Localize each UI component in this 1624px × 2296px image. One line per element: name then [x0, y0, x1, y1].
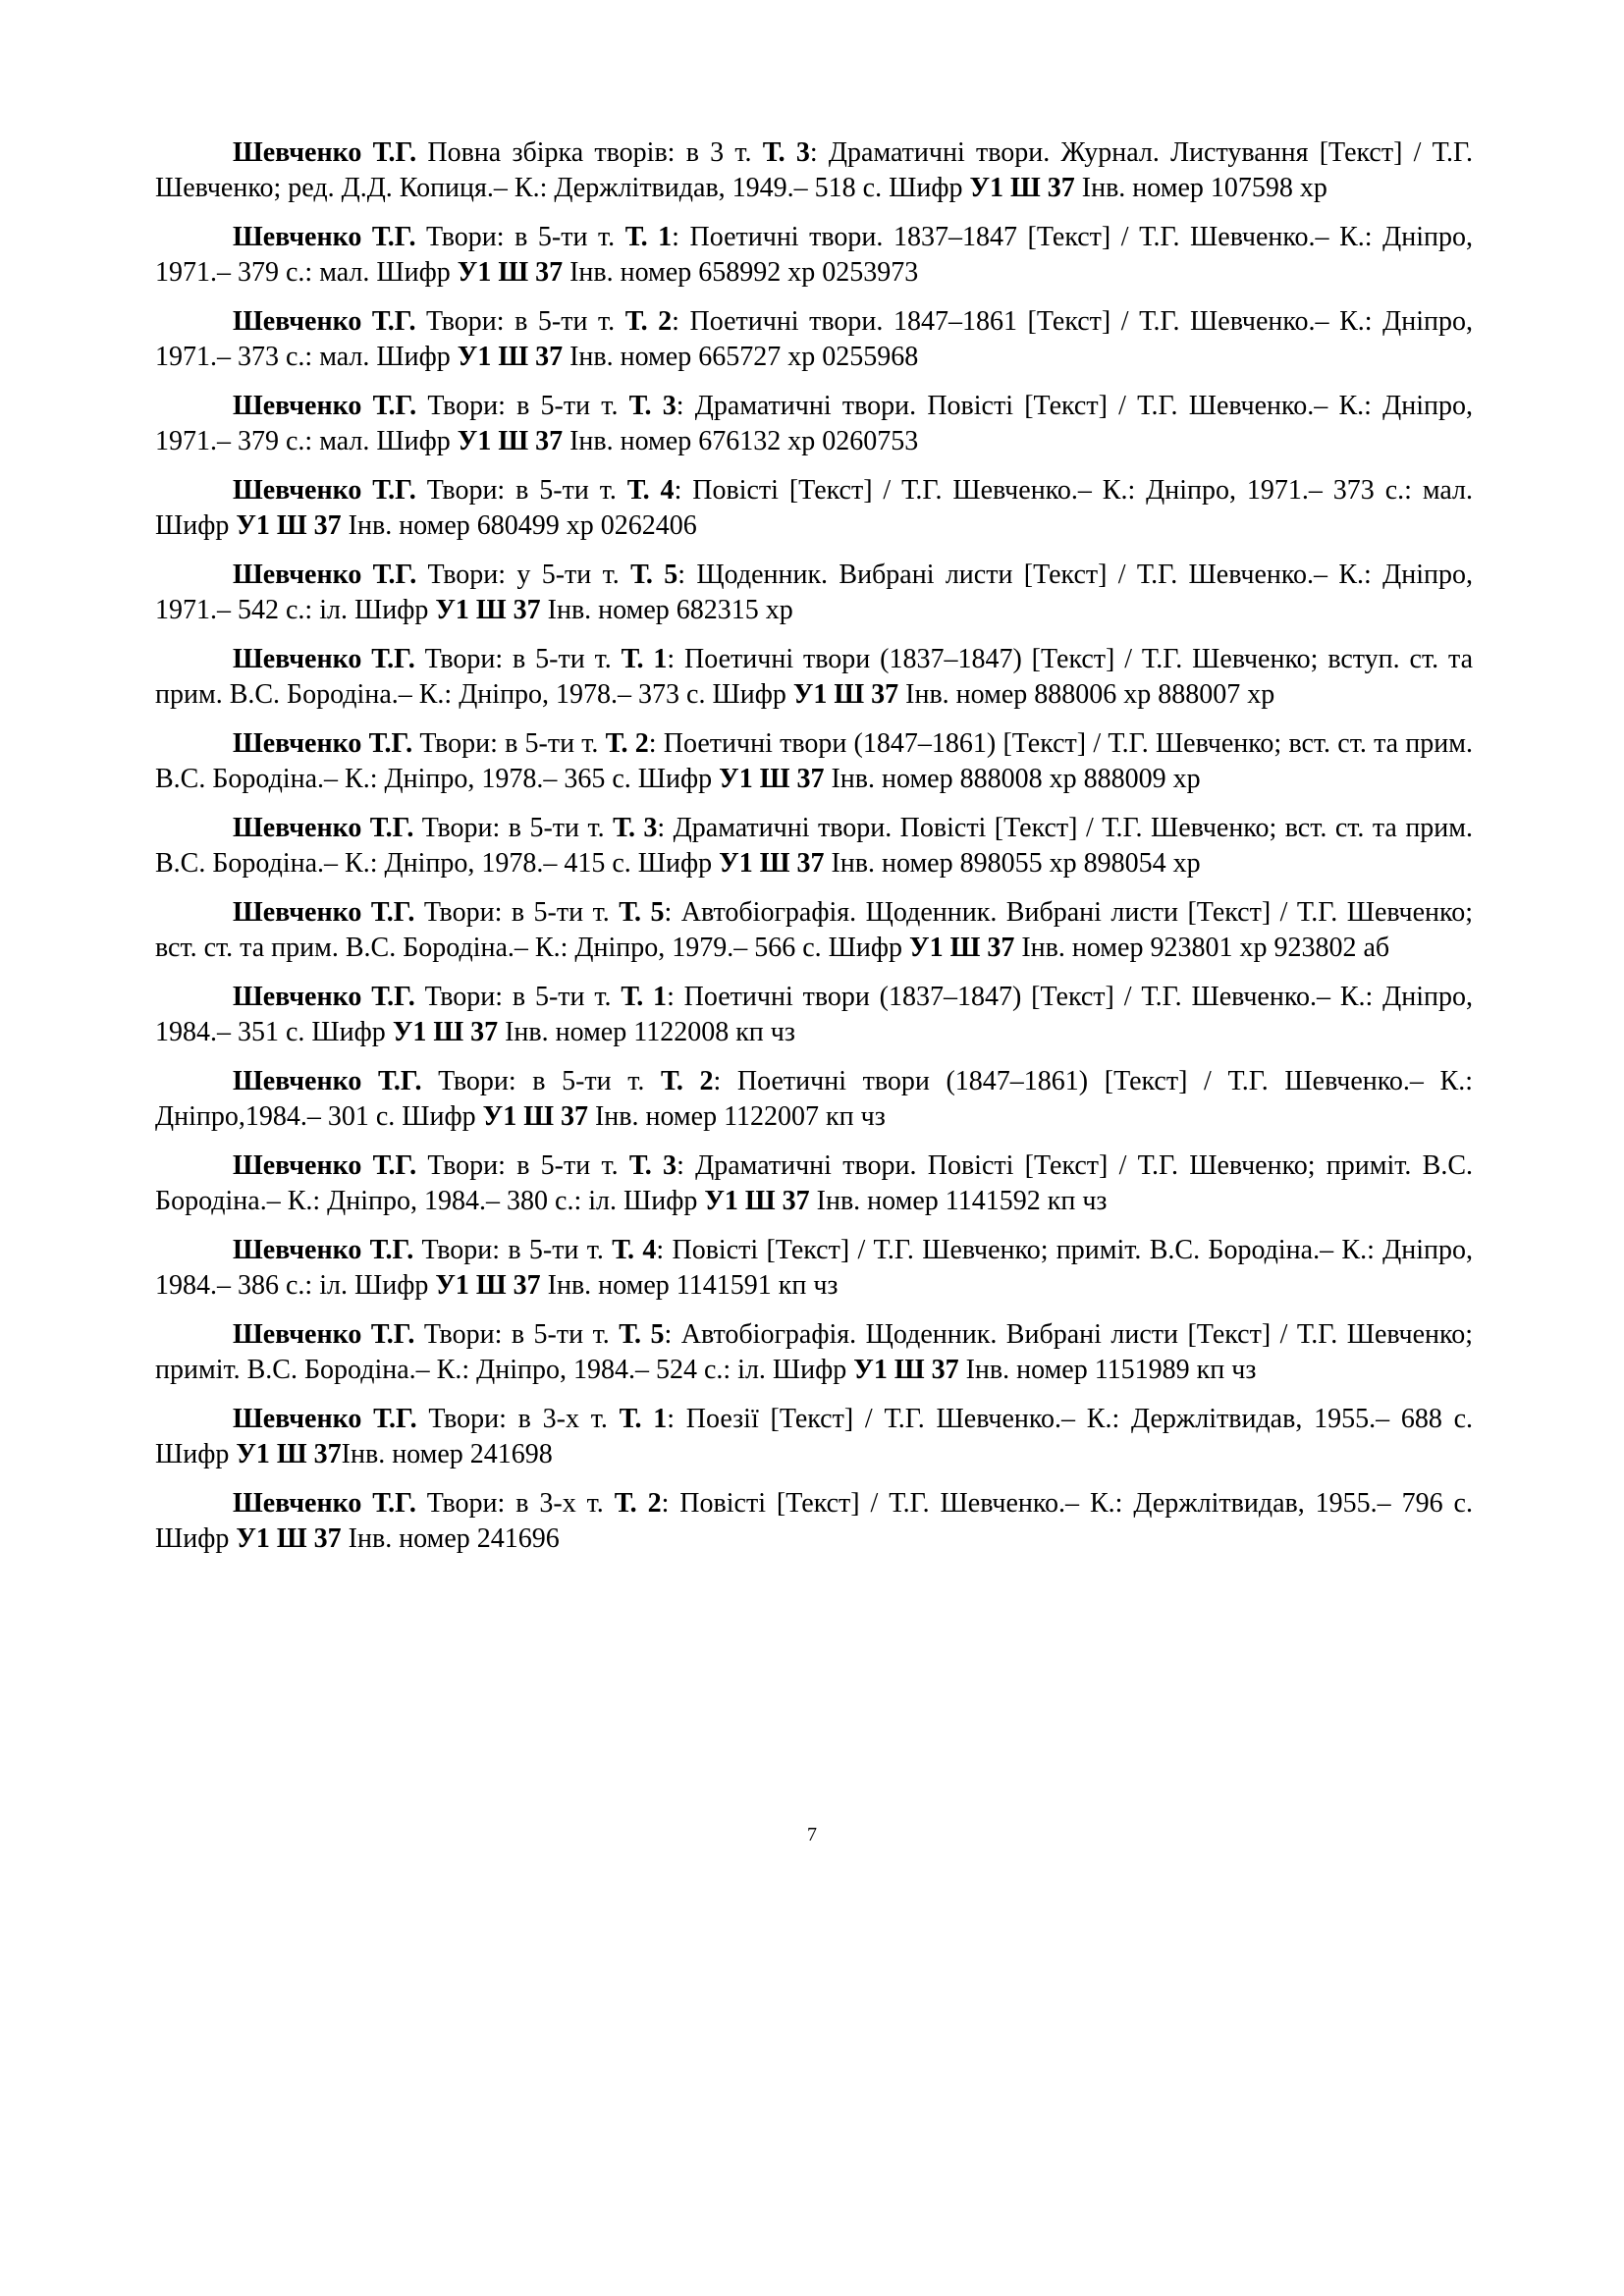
entry-text: Інв. номер 923801 хр 923802 аб — [1014, 933, 1390, 963]
bibliography-entry — [155, 1317, 1473, 1388]
bibliography-entry — [155, 895, 1473, 966]
entry-text: Твори: в 5-ти т. — [421, 1066, 662, 1096]
entry-text: Інв. номер 665727 хр 0255968 — [563, 342, 919, 372]
bold-text: У1 Ш 37 — [236, 510, 342, 541]
bold-text: Т. 4 — [612, 1235, 657, 1265]
entry-text: Твори: в 5-ти т. — [415, 475, 627, 506]
bold-text: Шевченко Т.Г. — [233, 1404, 417, 1434]
bold-text: Шевченко Т.Г. — [233, 1066, 422, 1096]
entry-text: Твори: в 3-х т. — [416, 1404, 620, 1434]
bold-text: Шевченко Т.Г. — [233, 391, 417, 421]
entry-text: Інв. номер 1122008 кп чз — [498, 1017, 795, 1047]
bibliography-entry — [155, 220, 1473, 291]
bold-text: Т. 3 — [628, 1150, 677, 1181]
bold-text: Шевченко Т.Г. — [233, 644, 415, 674]
bold-text: Т. 3 — [613, 813, 658, 843]
bold-text: У1 Ш 37 — [792, 679, 899, 710]
bold-text: У1 Ш 37 — [236, 1523, 342, 1554]
entry-text: : Поетичні твори (1837–1847) [Текст] / Т.Г. Шевченко; вступ. ст. та прим. В.С. Бородіна.– К.: Дніпро, 1978.– 373 с. Шифр — [155, 644, 1473, 710]
bold-text: Шевченко Т.Г. — [233, 897, 415, 928]
entry-text: Твори: в 5-ти т. — [412, 728, 606, 759]
bold-text: У1 Ш 37 — [909, 933, 1015, 963]
bibliography-entry — [155, 642, 1473, 713]
entry-text: Інв. номер 1141591 кп чз — [540, 1270, 839, 1301]
bold-text: Шевченко Т.Г. — [233, 306, 416, 337]
entry-text: Інв. номер 888006 хр 888007 хр — [898, 679, 1275, 710]
bold-text: Т. 2 — [614, 1488, 662, 1519]
bold-text: У1 Ш 37 — [457, 257, 564, 288]
entry-text: : Повісті [Текст] / Т.Г. Шевченко.– К.: Дніпро, 1971.– 373 с.: мал. Шифр — [155, 475, 1474, 541]
entry-text: Твори: в 5-ти т. — [414, 982, 622, 1012]
bold-text: У1 Ш 37 — [392, 1017, 499, 1047]
entry-text: Твори: в 5-ти т. — [414, 897, 620, 928]
entry-text: Твори: в 5-ти т. — [413, 813, 614, 843]
entry-text: Інв. номер 241696 — [341, 1523, 560, 1554]
bold-text: Шевченко Т.Г. — [233, 137, 417, 168]
bold-text: Т. 5 — [619, 1319, 665, 1350]
entry-text: Інв. номер 1141592 кп чз — [809, 1186, 1108, 1216]
entry-text: Твори: у 5-ти т. — [416, 560, 631, 590]
entry-text: : Поетичні твори (1847–1861) [Текст] / Т.Г. Шевченко.– К.: Дніпро,1984.– 301 с. Шифр — [155, 1066, 1473, 1132]
bold-text: Шевченко Т.Г. — [233, 1235, 414, 1265]
bibliography-entry — [155, 473, 1473, 544]
bold-text: У1 Ш 37 — [435, 595, 541, 625]
entry-text: : Щоденник. Вибрані листи [Текст] / Т.Г. Шевченко.– К.: Дніпро, 1971.– 542 с.: іл. Шифр — [155, 560, 1474, 625]
entry-text: : Автобіографія. Щоденник. Вибрані листи [Текст] / Т.Г. Шевченко; приміт. В.С. Бородіна.– К.: Дніпро, 1984.– 524 с.: іл. Шифр — [155, 1319, 1473, 1385]
bold-text: У1 Ш 37 — [719, 764, 825, 794]
entry-text: Твори: в 5-ти т. — [415, 222, 625, 252]
entry-text: Інв. номер 241698 — [341, 1439, 553, 1469]
entry-text: : Повісті [Текст] / Т.Г. Шевченко.– К.: Держлітвидав, 1955.– 796 с. Шифр — [155, 1488, 1473, 1554]
entry-text: Інв. номер 680499 хр 0262406 — [341, 510, 697, 541]
bibliography-list — [155, 135, 1473, 1571]
entry-text: Інв. номер 1122007 кп чз — [587, 1101, 886, 1132]
bold-text: У1 Ш 37 — [853, 1355, 959, 1385]
bold-text: У1 Ш 37 — [482, 1101, 588, 1132]
bibliography-entry — [155, 304, 1473, 375]
entry-text: Твори: в 3-х т. — [415, 1488, 615, 1519]
bold-text: Т. 2 — [624, 306, 673, 337]
entry-text: Інв. номер 107598 хр — [1074, 173, 1327, 203]
entry-text: Інв. номер 888008 хр 888009 хр — [824, 764, 1201, 794]
entry-text: Інв. номер 658992 хр 0253973 — [563, 257, 919, 288]
bold-text: Т. 5 — [619, 897, 665, 928]
bold-text: У1 Ш 37 — [236, 1439, 342, 1469]
bold-text: Шевченко Т.Г. — [233, 560, 417, 590]
bibliography-entry — [155, 980, 1473, 1050]
entry-text: : Драматичні твори. Повісті [Текст] / Т.Г. Шевченко.– К.: Дніпро, 1971.– 379 с.: мал. Шифр — [155, 391, 1473, 456]
bold-text: У1 Ш 37 — [704, 1186, 810, 1216]
bibliography-entry — [155, 1486, 1473, 1557]
bibliography-entry — [155, 1233, 1473, 1304]
bold-text: Шевченко Т.Г. — [233, 1488, 416, 1519]
bold-text: Шевченко Т.Г. — [233, 728, 413, 759]
entry-text: : Поетичні твори (1847–1861) [Текст] / Т.Г. Шевченко; вст. ст. та прим. В.С. Бородіна.– К.: Дніпро, 1978.– 365 с. Шифр — [155, 728, 1473, 794]
bibliography-entry — [155, 811, 1473, 881]
bold-text: Шевченко Т.Г. — [233, 222, 416, 252]
entry-text: : Драматичні твори. Повісті [Текст] / Т.Г. Шевченко; приміт. В.С. Бородіна.– К.: Дніпро, 1984.– 380 с.: іл. Шифр — [155, 1150, 1474, 1216]
bold-text: Т. 2 — [605, 728, 649, 759]
bold-text: Т. 1 — [621, 982, 668, 1012]
entry-text: Інв. номер 676132 хр 0260753 — [563, 426, 919, 456]
entry-text: : Драматичні твори. Журнал. Листування [Текст] / Т.Г. Шевченко; ред. Д.Д. Копиця.– К.: Держлітвидав, 1949.– 518 с. Шифр — [155, 137, 1474, 203]
entry-text: : Поетичні твори. 1847–1861 [Текст] / Т.Г. Шевченко.– К.: Дніпро, 1971.– 373 с.: мал. Шифр — [155, 306, 1474, 372]
bold-text: Т. 4 — [626, 475, 675, 506]
bibliography-entry — [155, 558, 1473, 628]
bold-text: Т. 1 — [624, 222, 673, 252]
bold-text: Шевченко Т.Г. — [233, 1319, 415, 1350]
bold-text: У1 Ш 37 — [457, 426, 564, 456]
bold-text: У1 Ш 37 — [435, 1270, 541, 1301]
entry-text: Інв. номер 1151989 кп чз — [958, 1355, 1257, 1385]
entry-text: : Поетичні твори. 1837–1847 [Текст] / Т.Г. Шевченко.– К.: Дніпро, 1971.– 379 с.: мал. Шифр — [155, 222, 1474, 288]
bibliography-entry — [155, 1148, 1473, 1219]
bold-text: Т. 3 — [762, 137, 810, 168]
bold-text: У1 Ш 37 — [457, 342, 564, 372]
entry-text: Твори: в 5-ти т. — [413, 1235, 613, 1265]
entry-text: Інв. номер 682315 хр — [540, 595, 793, 625]
bold-text: Т. 1 — [619, 1404, 668, 1434]
bibliography-entry — [155, 726, 1473, 797]
entry-text: : Повісті [Текст] / Т.Г. Шевченко; приміт. В.С. Бородіна.– К.: Дніпро, 1984.– 386 с.: іл. Шифр — [155, 1235, 1474, 1301]
entry-text: Інв. номер 898055 хр 898054 хр — [824, 848, 1201, 879]
entry-text: Твори: в 5-ти т. — [416, 391, 629, 421]
page-number: 7 — [807, 1824, 817, 1845]
entry-text: Повна збірка творів: в 3 т. — [416, 137, 763, 168]
bold-text: Т. 2 — [661, 1066, 714, 1096]
bibliography-entry — [155, 135, 1473, 206]
bold-text: Т. 1 — [621, 644, 668, 674]
entry-text: : Поезії [Текст] / Т.Г. Шевченко.– К.: Держлітвидав, 1955.– 688 с. Шифр — [155, 1404, 1474, 1469]
bibliography-entry — [155, 1402, 1473, 1472]
entry-text: Твори: в 5-ти т. — [414, 1319, 620, 1350]
entry-text: : Поетичні твори (1837–1847) [Текст] / Т.Г. Шевченко.– К.: Дніпро, 1984.– 351 с. Шифр — [155, 982, 1473, 1047]
bold-text: Т. 5 — [630, 560, 678, 590]
bold-text: Шевченко Т.Г. — [233, 1150, 417, 1181]
bold-text: Шевченко Т.Г. — [233, 982, 415, 1012]
bold-text: У1 Ш 37 — [719, 848, 825, 879]
entry-text: Твори: в 5-ти т. — [415, 306, 625, 337]
entry-text: : Драматичні твори. Повісті [Текст] / Т.Г. Шевченко; вст. ст. та прим. В.С. Бородіна.– К.: Дніпро, 1978.– 415 с. Шифр — [155, 813, 1474, 879]
entry-text: Твори: в 5-ти т. — [416, 1150, 629, 1181]
bibliography-entry — [155, 1064, 1473, 1135]
bold-text: Т. 3 — [628, 391, 677, 421]
bold-text: Шевченко Т.Г. — [233, 813, 414, 843]
bold-text: У1 Ш 37 — [969, 173, 1075, 203]
bibliography-entry — [155, 389, 1473, 459]
entry-text: : Автобіографія. Щоденник. Вибрані листи [Текст] / Т.Г. Шевченко; вст. ст. та прим. В.С. Бородіна.– К.: Дніпро, 1979.– 566 с. Шифр — [155, 897, 1473, 963]
bold-text: Шевченко Т.Г. — [233, 475, 416, 506]
entry-text: Твори: в 5-ти т. — [414, 644, 622, 674]
